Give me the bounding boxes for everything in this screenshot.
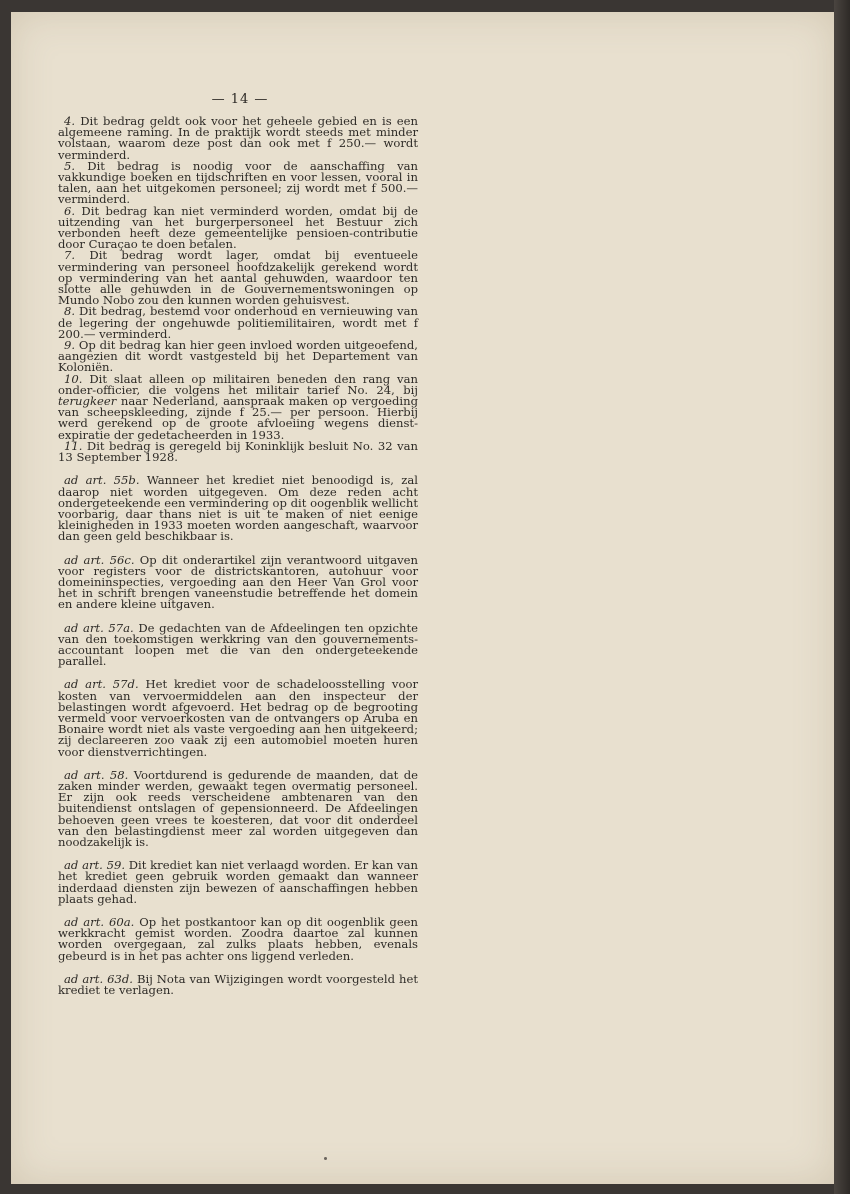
paragraph-art-57d (58, 679, 418, 757)
paragraph-ref: 10. (64, 371, 83, 386)
paragraph-art-60a (58, 917, 418, 962)
paragraph-6 (58, 203, 418, 252)
paragraph-text: Dit bedrag, bestemd voor onderhoud en vernieuwing van de legering der ongehuwde politiemilitairen, wordt met f 200.— verminderd. (58, 304, 418, 341)
paragraph-text: Op dit bedrag kan hier geen invloed worden uitgeoefend, aangezien dit wordt vastgesteld bij het Departement van Koloniën. (58, 338, 418, 375)
paragraph-text: Op het postkantoor kan op dit oogenblik geen werkkracht gemist worden. Zoodra daartoe zal kunnen worden overgegaan, zal zulks plaats hebben, evenals gebeurd is in het pas achter ons liggend verleden. (58, 915, 419, 963)
paragraph-art-63d (58, 971, 418, 998)
paragraph-text: Dit bedrag geldt ook voor het geheele gebied en is een algemeene raming. In de praktijk wordt steeds met minder volstaan, waarom deze post dan ook met f 250.— wordt verminderd. (58, 114, 418, 162)
paragraph-ref: ad art. 55b. (64, 473, 140, 488)
paragraph-11 (58, 438, 418, 465)
paragraph-8 (58, 306, 418, 340)
paragraph-ref: ad art. 59. (64, 858, 126, 873)
paragraph-ref: 4. (64, 114, 76, 128)
paragraph-ref: ad art. 58. (64, 767, 129, 782)
paragraph-italic-word: terugkeer (58, 394, 117, 409)
paragraph-text: Dit bedrag kan niet verminderd worden, omdat bij de uitzending van het burgerpersoneel het Bestuur zich verbonden heeft deze gemeentelijke pensioen-contributie door Curaçao te doen betalen. (58, 203, 418, 252)
paragraph-text: Op dit onderartikel zijn verantwoord uitgaven voor registers voor de districtskantoren, autohuur voor domeininspecties, vergoeding aan den Heer Van Grol voor het in schrift brengen vaneenstudie betreffende het domein en andere kleine uitgaven. (58, 552, 419, 612)
paragraph-7 (58, 250, 418, 306)
paragraph-text: Dit bedrag wordt lager, omdat bij eventueele vermindering van personeel hoofdzakelijk gerekend wordt op vermindering van het aantal gehuwden, waardoor ten slotte alle gehuwden in de Gouvernementswoningen op Mundo Nobo zou den kunnen worden gehuisvest. (58, 248, 418, 308)
paragraph-text: Voortdurend is gedurende de maanden, dat de zaken minder werden, gewaakt tegen overmatig personeel. Er zijn ook reeds verscheidene ambtenaren van den buitendienst ontslagen of gepensionneerd. De Afdeelingen behoeven geen vrees te koesteren, dat voor dit onderdeel van den belastingdienst meer zal worden uitgegeven dan noodzakelijk is. (58, 767, 418, 849)
paragraph-text: Dit bedrag is noodig voor de aanschaffing van vakkundige boeken en tijdschriften en voor lessen, vooral in talen, aan het uitgekomen personeel; zij wordt met f 500.— verminderd. (58, 158, 418, 207)
paragraph-ref: 11. (64, 438, 83, 453)
paragraph-text: Het krediet voor de schadeloosstelling voor kosten van vervoermiddelen aan den inspecteur der belastingen wordt afgevoerd. Het bedrag op de begrooting vermeld voor vervoerkosten van de ontvangers op Aruba en Bonaire wordt niet als vaste vergoeding aan hen uitgekeerd; zij declareeren zoo vaak zij een automobiel moeten huren voor dienstverrichtingen. (58, 677, 418, 759)
paragraph-4 (58, 116, 418, 161)
paragraph-art-55b (58, 475, 418, 542)
page-number: — 14 — (211, 92, 269, 107)
paragraph-ref: 9. (64, 338, 76, 353)
paragraph-ref: 6. (64, 203, 76, 218)
scan-edge (834, 0, 850, 1194)
paragraph-text: Dit krediet kan niet verlaagd worden. Er kan van het krediet geen gebruik worden gemaakt dan wanneer inderdaad diensten zijn bewezen of aanschaffingen hebben plaats gehad. (58, 858, 418, 906)
paragraph-art-59 (58, 860, 418, 905)
paragraph-art-58 (58, 767, 418, 849)
paragraph-ref: ad art. 57a. (64, 620, 134, 635)
paragraph-ref: ad art. 60a. (64, 915, 135, 929)
paragraph-ref: ad art. 57d. (64, 677, 139, 692)
paragraph-ref: ad art. 63d. (64, 971, 133, 986)
paper-speck (324, 1157, 327, 1160)
paragraph-art-57a (58, 620, 418, 669)
paragraph-text: De gedachten van de Afdeelingen ten opzichte van den toekomstigen werkkring van den gouvernements-accountant loopen met die van den ondergeteekende parallel. (58, 620, 418, 669)
paragraph-text: Wanneer het krediet niet benoodigd is, zal daarop niet worden uitgegeven. Om deze reden acht ondergeteekende een vermindering op dit oogenblik wellicht voorbarig, daar thans niet is uit te maken of niet eenige kleinigheden in 1933 moeten worden aangeschaft, waarvoor dan geen geld beschikbaar is. (58, 473, 418, 544)
paragraph-10 (58, 371, 418, 442)
paragraph-text: Dit bedrag is geregeld bij Koninklijk besluit No. 32 van 13 September 1928. (58, 438, 418, 465)
paragraph-ref: 8. (64, 304, 76, 319)
paragraph-ref: 5. (64, 158, 76, 173)
paragraph-ref: ad art. 56c. (64, 552, 135, 567)
paragraph-text: Dit slaat alleen op militairen beneden den rang van onder-officier, die volgens het militair tarief No. 24, bij (58, 371, 418, 397)
paragraph-ref: 7. (64, 248, 76, 263)
paragraph-text: naar Nederland, aanspraak maken op vergoeding van scheepskleeding, zijnde f 25.— per persoon. Hierbij werd gerekend op de groote afvloeiing wegens dienst-expiratie der gedetacheerden in 1933. (58, 394, 418, 442)
paragraph-art-56c (58, 552, 419, 612)
page-body (58, 116, 418, 996)
paragraph-9 (58, 340, 418, 374)
paragraph-text: Bij Nota van Wijzigingen wordt voorgesteld het krediet te verlagen. (58, 971, 418, 998)
paragraph-5 (58, 158, 418, 207)
